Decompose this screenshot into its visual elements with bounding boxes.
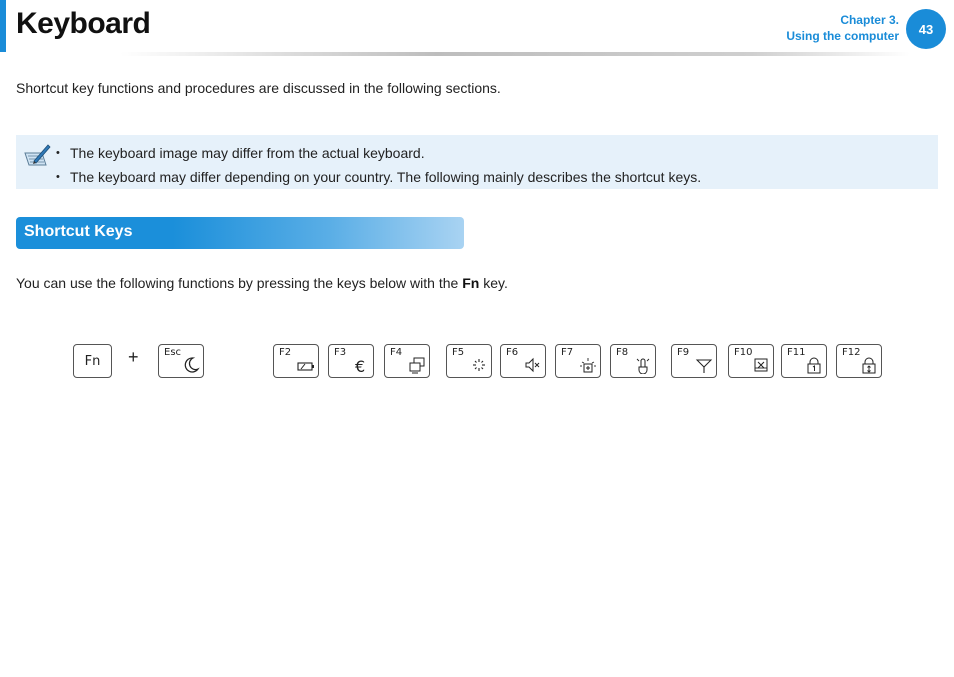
svg-text:€: € [355,357,366,374]
key-label: Esc [164,347,182,358]
body-text-after: key. [479,275,508,291]
key-label: F4 [390,347,403,358]
key-f9 [671,344,717,378]
key-f7 [555,344,601,378]
note-list [56,141,701,189]
key-fn [73,344,112,378]
body-text-fn: Fn [462,275,480,291]
scroll-lock-icon [860,356,878,374]
key-f12 [836,344,882,378]
key-label: F6 [506,347,519,358]
key-label: F2 [279,347,292,358]
key-label: Fn [84,353,101,369]
key-label: F10 [734,347,753,358]
brightness-icon [470,356,488,374]
note-box [16,135,938,189]
note-item: • The keyboard may differ depending on your country. The following mainly describes the shortcut keys. [56,165,701,189]
key-f6 [500,344,546,378]
key-label: F11 [787,347,806,358]
touchpad-icon [634,356,652,374]
key-f5 [446,344,492,378]
section-title: Shortcut Keys [24,223,133,240]
moon-icon [182,356,200,374]
touchpad-off-icon [752,356,770,374]
page-title: Keyboard [16,7,151,40]
chapter-section: Using the computer [786,29,899,43]
key-f3 [328,344,374,378]
body-text [16,275,508,291]
key-f10 [728,344,774,378]
key-label: F8 [616,347,629,358]
page-number-badge: 43 [906,9,946,49]
num-lock-icon [805,356,823,374]
plus-sign: + [128,347,139,367]
chapter-label [786,12,899,44]
keyboard-light-icon [579,356,597,374]
key-f2 [273,344,319,378]
body-text-before: You can use the following functions by pressing the keys below with the [16,275,463,291]
key-label: F9 [677,347,690,358]
section-header [16,217,464,249]
wireless-icon [695,356,713,374]
euro-icon [352,356,370,374]
note-item: • The keyboard image may differ from the actual keyboard. [56,141,701,165]
note-pencil-icon [22,141,52,169]
battery-icon [297,356,315,374]
header-divider [120,52,910,56]
key-f11 [781,344,827,378]
key-f8 [610,344,656,378]
key-label: F12 [842,347,861,358]
chapter-number: Chapter 3. [840,13,899,27]
header-accent-bar [0,0,6,52]
mute-icon [524,356,542,374]
intro-text: Shortcut key functions and procedures are discussed in the following sections. [16,80,501,96]
key-label: F5 [452,347,465,358]
key-label: F3 [334,347,347,358]
key-f4 [384,344,430,378]
monitor-switch-icon [408,356,426,374]
key-label: F7 [561,347,574,358]
key-esc [158,344,204,378]
